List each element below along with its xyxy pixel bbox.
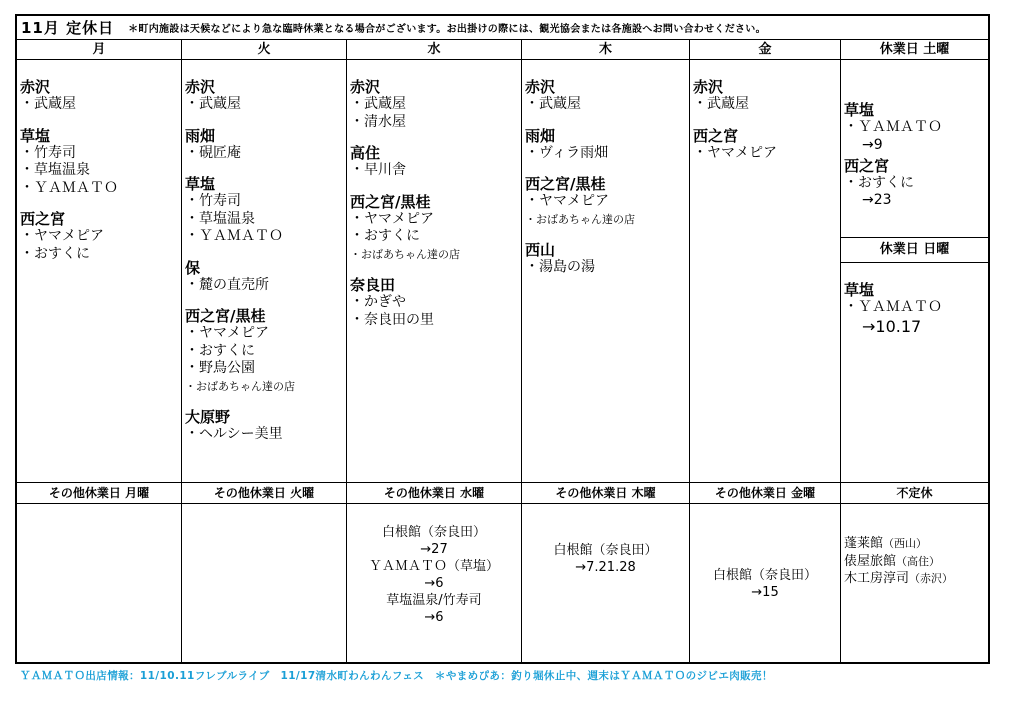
shop-item: ・竹寿司: [185, 193, 241, 209]
shop-item: ・早川舎: [350, 162, 406, 178]
other-header-thu: その他休業日 木曜: [555, 486, 656, 500]
cell-wed: [350, 79, 518, 343]
column-header-sat: 休業日 土曜: [879, 42, 950, 57]
irregular-item: [844, 535, 986, 553]
shop-item: ・ヤマメピア: [350, 210, 434, 227]
area-name: 赤沢: [525, 78, 556, 96]
grid-line: [17, 59, 988, 60]
shop-item: ・ヤマメピア: [185, 325, 269, 341]
area-name: 草塩: [185, 175, 216, 193]
shop-item: ・麓の直売所: [185, 276, 269, 293]
area-name: 西之宮: [20, 210, 66, 228]
grid-line: [840, 262, 988, 263]
shop-item: ・おばあちゃん達の店: [185, 379, 295, 393]
cell-sun: [844, 282, 986, 341]
other-header-irregular: 不定休: [896, 486, 933, 500]
closure-dates: →15: [751, 585, 779, 600]
shop-item: ・湯島の湯: [525, 259, 595, 275]
shop-item: ・ヘルシー美里: [185, 426, 283, 442]
column-header-mon: 月: [92, 42, 106, 57]
area-name: 大原野: [185, 408, 231, 426]
area-name: 西之宮: [693, 126, 739, 145]
area-name: 赤沢: [350, 78, 381, 96]
facility-area: （高住）: [896, 554, 941, 568]
title-row: [17, 16, 988, 40]
other-cell-thu: [522, 542, 689, 576]
area-name: 草塩: [844, 101, 875, 119]
cell-sat: [844, 102, 986, 213]
closure-dates: →10.17: [862, 316, 922, 336]
cell-mon: [20, 79, 178, 277]
area-group: [185, 176, 343, 246]
shop-item: ・ヤマメピア: [525, 193, 609, 209]
footer-notice: ＹＡＭＡＴＯ出店情報：11/10.11フレブルライブ 11/17清水町わんわんフェス ＊やまめぴあ：釣り堀休止中、週末はＹＡＭＡＴＯのジビエ肉販売！: [20, 670, 773, 682]
area-group: [185, 260, 343, 295]
column-header-tue: 火: [257, 42, 271, 57]
shop-item: ・竹寿司: [20, 144, 76, 161]
facility-name: 白根館（奈良田）: [381, 525, 486, 540]
grid-line: [840, 40, 841, 664]
shop-item: ・おばあちゃん達の店: [350, 247, 460, 261]
closure-dates: →23: [862, 192, 892, 208]
shop-item: ・奈良田の里: [350, 311, 434, 328]
area-group: [525, 242, 686, 277]
facility-name: 俵屋旅館: [844, 553, 897, 569]
cell-fri: [693, 79, 837, 176]
shop-item: ・かぎや: [350, 294, 406, 310]
cell-tue: [185, 79, 343, 458]
other-header-tue: その他休業日 火曜: [213, 486, 315, 500]
facility-area: （赤沢）: [909, 572, 954, 585]
area-name: 草塩: [20, 126, 51, 145]
irregular-list: [844, 535, 986, 588]
area-name: 赤沢: [20, 78, 51, 96]
area-group: [350, 194, 518, 264]
facility-name: 蓬莱館: [844, 536, 884, 551]
closure-dates: →6: [424, 610, 444, 625]
closure-dates: →27: [420, 542, 448, 557]
area-name: 奈良田: [350, 276, 396, 294]
shop-item: ・野鳥公園: [185, 360, 255, 376]
area-group: [844, 158, 986, 210]
area-group: [185, 79, 343, 114]
shop-item: ・ＹＡＭＡＴＯ: [185, 228, 283, 244]
area-name: 保: [185, 258, 201, 277]
grid-line: [181, 40, 182, 664]
shop-item: ・ＹＡＭＡＴＯ: [844, 299, 942, 315]
shop-item: ・武蔵屋: [693, 96, 749, 112]
area-group: [185, 128, 343, 163]
shop-item: ・おすくに: [350, 228, 420, 244]
area-group: [525, 128, 686, 163]
shop-item: ・武蔵屋: [20, 96, 76, 112]
closure-dates: →6: [424, 576, 444, 591]
other-cell-wed: [347, 524, 521, 626]
area-name: 西之宮: [844, 156, 890, 175]
shop-item: ・ＹＡＭＡＴＯ: [844, 119, 942, 135]
column-header-thu: 木: [598, 42, 612, 57]
facility-name: 白根館（奈良田）: [553, 543, 658, 558]
shop-item: ・おばあちゃん達の店: [525, 212, 635, 226]
closure-calendar-sheet: [15, 14, 990, 664]
area-group: [350, 79, 518, 131]
area-group: [844, 102, 986, 154]
shop-item: ・おすくに: [20, 245, 90, 262]
closure-dates: →9: [862, 136, 883, 153]
other-cell-fri: [690, 567, 840, 601]
facility-name: 草塩温泉/竹寿司: [386, 593, 482, 608]
area-group: [693, 128, 837, 163]
shop-item: ・硯匠庵: [185, 144, 241, 161]
area-name: 西之宮/黒桂: [185, 307, 266, 325]
facility-name: 木工房淳司: [844, 571, 910, 586]
area-name: 西山: [525, 241, 556, 259]
title-note: ＊町内施設は天候などにより急な臨時休業となる場合がございます。お出掛けの際には、観光協会または各施設へお問い合わせください。: [128, 24, 766, 35]
facility-area: （西山）: [883, 537, 928, 550]
column-header-fri: 金: [758, 42, 772, 57]
other-header-wed: その他休業日 水曜: [383, 486, 485, 500]
area-group: [350, 145, 518, 180]
page-title: 11月 定休日: [21, 19, 115, 37]
shop-item: ・武蔵屋: [185, 96, 241, 112]
area-name: 高住: [350, 144, 381, 162]
shop-item: ・草塩温泉: [20, 162, 90, 178]
area-group: [20, 128, 178, 198]
shop-item: ・ＹＡＭＡＴＯ: [20, 179, 118, 196]
area-group: [844, 282, 986, 337]
area-group: [693, 79, 837, 114]
area-name: 雨畑: [185, 126, 216, 145]
shop-item: ・ヤマメピア: [20, 228, 104, 244]
facility-name: 白根館（奈良田）: [712, 568, 817, 583]
grid-line: [17, 503, 988, 504]
area-group: [20, 79, 178, 114]
shop-item: ・ヴィラ雨畑: [525, 144, 609, 161]
facility-name: ＹＡＭＡＴＯ（草塩）: [368, 559, 499, 574]
column-header-wed: 水: [427, 42, 441, 57]
shop-item: ・武蔵屋: [350, 96, 406, 112]
other-header-mon: その他休業日 月曜: [48, 486, 150, 500]
area-name: 赤沢: [185, 78, 216, 96]
area-group: [185, 409, 343, 444]
shop-item: ・おすくに: [844, 174, 914, 191]
other-header-fri: その他休業日 金曜: [714, 486, 816, 500]
closure-dates: →7.21.28: [575, 560, 636, 575]
area-name: 草塩: [844, 281, 875, 299]
shop-item: ・ヤマメピア: [693, 144, 777, 161]
shop-item: ・おすくに: [185, 342, 255, 359]
area-name: 西之宮/黒桂: [525, 175, 606, 193]
area-group: [185, 308, 343, 395]
shop-item: ・草塩温泉: [185, 210, 255, 227]
shop-item: ・武蔵屋: [525, 96, 581, 112]
area-name: 赤沢: [693, 78, 724, 96]
column-header-sun: 休業日 日曜: [879, 242, 950, 257]
irregular-item: [844, 553, 986, 571]
area-group: [350, 277, 518, 329]
shop-item: ・清水屋: [350, 113, 406, 130]
cell-thu: [525, 79, 686, 291]
irregular-item: [844, 570, 986, 588]
area-group: [525, 79, 686, 114]
area-group: [20, 211, 178, 263]
area-name: 雨畑: [525, 126, 556, 145]
area-name: 西之宮/黒桂: [350, 192, 431, 211]
area-group: [525, 176, 686, 228]
